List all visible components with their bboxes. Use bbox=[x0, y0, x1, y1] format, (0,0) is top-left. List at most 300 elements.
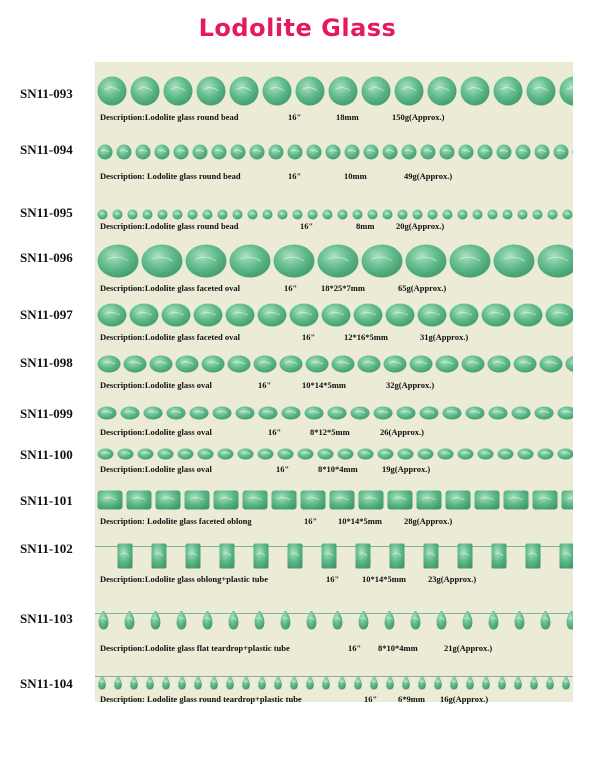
bead bbox=[257, 675, 267, 694]
bead bbox=[253, 355, 277, 376]
description-length: 16" bbox=[284, 283, 298, 293]
bead bbox=[423, 543, 439, 572]
bead bbox=[417, 303, 447, 330]
bead bbox=[526, 76, 556, 108]
description-size: 10mm bbox=[344, 171, 367, 181]
bead bbox=[304, 406, 324, 424]
bead bbox=[117, 447, 134, 463]
bead bbox=[97, 303, 127, 330]
bead bbox=[363, 144, 379, 164]
bead bbox=[97, 406, 117, 424]
product-code: SN11-093 bbox=[20, 86, 73, 101]
bead bbox=[337, 207, 348, 220]
bead bbox=[289, 303, 319, 330]
bead bbox=[329, 490, 355, 514]
bead bbox=[232, 207, 243, 220]
bead bbox=[559, 543, 573, 572]
bead bbox=[305, 675, 315, 694]
bead bbox=[185, 543, 201, 572]
bead bbox=[487, 355, 511, 376]
bead bbox=[357, 355, 381, 376]
bead bbox=[557, 447, 573, 463]
description-weight: 19g(Approx.) bbox=[382, 464, 431, 474]
description-length: 16" bbox=[302, 332, 316, 342]
bead bbox=[97, 675, 107, 694]
bead bbox=[497, 675, 507, 694]
description-weight: 16g(Approx.) bbox=[440, 694, 489, 704]
bead bbox=[154, 144, 170, 164]
product-code: SN11-097 bbox=[20, 307, 73, 322]
bead bbox=[212, 406, 232, 424]
bead bbox=[397, 207, 408, 220]
bead bbox=[373, 406, 393, 424]
bead bbox=[377, 447, 394, 463]
description-size: 8mm bbox=[356, 221, 375, 231]
bead bbox=[268, 144, 284, 164]
bead bbox=[97, 244, 139, 281]
bead bbox=[465, 675, 475, 694]
description-weight: 20g(Approx.) bbox=[396, 221, 445, 231]
bead bbox=[97, 355, 121, 376]
bead bbox=[113, 675, 123, 694]
bead bbox=[322, 207, 333, 220]
bead bbox=[279, 355, 303, 376]
bead bbox=[173, 144, 189, 164]
bead bbox=[130, 76, 160, 108]
bead bbox=[97, 207, 108, 220]
bead bbox=[262, 207, 273, 220]
description-length: 16" bbox=[364, 694, 378, 704]
bead bbox=[553, 144, 569, 164]
description-label: Description:Lodolite glass flat teardrop+plastic tube bbox=[100, 643, 290, 653]
product-code: SN11-099 bbox=[20, 406, 73, 421]
bead-strand-image bbox=[95, 300, 573, 330]
bead bbox=[358, 490, 384, 514]
bead bbox=[502, 207, 513, 220]
bead bbox=[227, 610, 240, 635]
bead bbox=[561, 490, 573, 514]
bead bbox=[201, 355, 225, 376]
bead bbox=[389, 543, 405, 572]
bead bbox=[141, 244, 183, 281]
bead bbox=[217, 207, 228, 220]
bead bbox=[247, 207, 258, 220]
bead bbox=[435, 610, 448, 635]
bead bbox=[213, 490, 239, 514]
bead bbox=[287, 144, 303, 164]
bead bbox=[142, 207, 153, 220]
bead bbox=[281, 406, 301, 424]
bead bbox=[439, 144, 455, 164]
bead bbox=[442, 406, 462, 424]
bead bbox=[271, 490, 297, 514]
bead bbox=[193, 303, 223, 330]
bead bbox=[465, 406, 485, 424]
bead bbox=[532, 207, 543, 220]
bead bbox=[225, 303, 255, 330]
bead bbox=[412, 207, 423, 220]
bead bbox=[545, 675, 555, 694]
bead bbox=[493, 76, 523, 108]
description-label: Description:Lodolite glass faceted oval bbox=[100, 332, 240, 342]
bead bbox=[547, 207, 558, 220]
bead bbox=[242, 490, 268, 514]
bead bbox=[401, 144, 417, 164]
bead bbox=[457, 207, 468, 220]
bead bbox=[257, 303, 287, 330]
bead bbox=[295, 76, 325, 108]
bead bbox=[126, 490, 152, 514]
bead bbox=[357, 447, 374, 463]
bead bbox=[331, 355, 355, 376]
bead bbox=[137, 447, 154, 463]
bead bbox=[420, 144, 436, 164]
bead bbox=[277, 447, 294, 463]
bead bbox=[287, 543, 303, 572]
bead bbox=[237, 447, 254, 463]
bead bbox=[258, 406, 278, 424]
bead bbox=[383, 355, 407, 376]
description-weight: 21g(Approx.) bbox=[444, 643, 493, 653]
product-code: SN11-100 bbox=[20, 447, 73, 462]
bead bbox=[515, 144, 531, 164]
bead bbox=[257, 447, 274, 463]
bead bbox=[488, 406, 508, 424]
bead bbox=[135, 144, 151, 164]
bead bbox=[385, 303, 415, 330]
bead bbox=[197, 447, 214, 463]
bead bbox=[97, 76, 127, 108]
bead bbox=[327, 406, 347, 424]
description-length: 16" bbox=[304, 516, 318, 526]
description-size: 18*25*7mm bbox=[321, 283, 365, 293]
bead bbox=[394, 76, 424, 108]
bead bbox=[129, 675, 139, 694]
bead-strand-image bbox=[95, 540, 573, 572]
description-weight: 150g(Approx.) bbox=[392, 112, 445, 122]
bead bbox=[185, 244, 227, 281]
bead bbox=[529, 675, 539, 694]
bead bbox=[230, 144, 246, 164]
description-length: 16" bbox=[268, 427, 282, 437]
description-weight: 23g(Approx.) bbox=[428, 574, 477, 584]
bead bbox=[497, 447, 514, 463]
description-weight: 65g(Approx.) bbox=[398, 283, 447, 293]
bead bbox=[163, 76, 193, 108]
bead bbox=[129, 303, 159, 330]
bead bbox=[361, 76, 391, 108]
bead bbox=[321, 675, 331, 694]
description-length: 16" bbox=[348, 643, 362, 653]
bead bbox=[149, 355, 173, 376]
bead bbox=[385, 675, 395, 694]
bead-strand-image bbox=[95, 443, 573, 463]
bead bbox=[460, 76, 490, 108]
bead bbox=[427, 76, 457, 108]
bead bbox=[300, 490, 326, 514]
bead bbox=[157, 447, 174, 463]
description-label: Description:Lodolite glass round bead bbox=[100, 221, 239, 231]
description-weight: 28g(Approx.) bbox=[404, 516, 453, 526]
bead bbox=[537, 244, 573, 281]
bead bbox=[172, 207, 183, 220]
product-code: SN11-102 bbox=[20, 541, 73, 556]
bead bbox=[229, 244, 271, 281]
bead bbox=[427, 207, 438, 220]
bead bbox=[559, 76, 573, 108]
bead bbox=[503, 490, 529, 514]
bead-strand-image bbox=[95, 352, 573, 376]
bead bbox=[457, 447, 474, 463]
bead bbox=[328, 76, 358, 108]
bead bbox=[331, 610, 344, 635]
description-size: 8*10*4mm bbox=[378, 643, 418, 653]
bead bbox=[229, 76, 259, 108]
product-code: SN11-104 bbox=[20, 676, 73, 691]
bead bbox=[97, 490, 123, 514]
bead bbox=[161, 675, 171, 694]
bead bbox=[116, 144, 132, 164]
bead bbox=[145, 675, 155, 694]
description-size: 12*16*5mm bbox=[344, 332, 388, 342]
bead bbox=[417, 675, 427, 694]
bead bbox=[161, 303, 191, 330]
bead bbox=[166, 406, 186, 424]
bead bbox=[151, 543, 167, 572]
bead bbox=[513, 610, 526, 635]
bead bbox=[97, 447, 114, 463]
bead bbox=[491, 543, 507, 572]
description-label: Description:Lodolite glass oval bbox=[100, 427, 212, 437]
bead bbox=[201, 610, 214, 635]
bead bbox=[143, 406, 163, 424]
bead bbox=[321, 303, 351, 330]
bead bbox=[241, 675, 251, 694]
bead bbox=[273, 244, 315, 281]
bead-strand-image bbox=[95, 486, 573, 514]
bead bbox=[545, 303, 573, 330]
bead bbox=[539, 610, 552, 635]
bead bbox=[445, 490, 471, 514]
bead bbox=[534, 406, 554, 424]
product-code: SN11-098 bbox=[20, 355, 73, 370]
bead bbox=[227, 355, 251, 376]
bead bbox=[123, 355, 147, 376]
bead bbox=[457, 543, 473, 572]
bead bbox=[561, 675, 571, 694]
bead bbox=[297, 447, 314, 463]
description-weight: 32g(Approx.) bbox=[386, 380, 435, 390]
bead bbox=[357, 610, 370, 635]
bead bbox=[305, 355, 329, 376]
bead bbox=[487, 207, 498, 220]
bead-strand-image bbox=[95, 140, 573, 164]
bead bbox=[382, 207, 393, 220]
bead bbox=[193, 675, 203, 694]
bead bbox=[449, 303, 479, 330]
bead bbox=[534, 144, 550, 164]
bead bbox=[350, 406, 370, 424]
bead bbox=[202, 207, 213, 220]
bead bbox=[127, 207, 138, 220]
bead bbox=[344, 144, 360, 164]
bead bbox=[369, 675, 379, 694]
bead bbox=[225, 675, 235, 694]
description-size: 10*14*5mm bbox=[362, 574, 406, 584]
product-code: SN11-101 bbox=[20, 493, 73, 508]
bead bbox=[196, 76, 226, 108]
bead-strand-image bbox=[95, 672, 573, 694]
bead bbox=[217, 447, 234, 463]
bead bbox=[383, 610, 396, 635]
bead bbox=[517, 207, 528, 220]
product-code: SN11-103 bbox=[20, 611, 73, 626]
bead bbox=[565, 355, 573, 376]
bead bbox=[517, 447, 534, 463]
bead bbox=[409, 610, 422, 635]
product-code: SN11-095 bbox=[20, 205, 73, 220]
bead bbox=[449, 675, 459, 694]
bead bbox=[481, 303, 511, 330]
bead bbox=[416, 490, 442, 514]
bead bbox=[249, 144, 265, 164]
bead bbox=[187, 207, 198, 220]
bead bbox=[387, 490, 413, 514]
bead bbox=[279, 610, 292, 635]
description-label: Description:Lodolite glass oblong+plastic tube bbox=[100, 574, 269, 584]
bead bbox=[513, 675, 523, 694]
bead bbox=[209, 675, 219, 694]
bead bbox=[211, 144, 227, 164]
bead bbox=[435, 355, 459, 376]
bead bbox=[537, 447, 554, 463]
description-label: Description:Lodolite glass oval bbox=[100, 380, 212, 390]
bead bbox=[175, 355, 199, 376]
bead bbox=[189, 406, 209, 424]
bead bbox=[120, 406, 140, 424]
bead bbox=[353, 675, 363, 694]
bead bbox=[442, 207, 453, 220]
bead bbox=[472, 207, 483, 220]
bead bbox=[513, 355, 537, 376]
bead bbox=[353, 303, 383, 330]
bead bbox=[401, 675, 411, 694]
description-length: 16" bbox=[288, 112, 302, 122]
bead bbox=[562, 207, 573, 220]
bead bbox=[157, 207, 168, 220]
bead bbox=[361, 244, 403, 281]
bead bbox=[367, 207, 378, 220]
bead-strand-image bbox=[95, 204, 573, 220]
bead bbox=[458, 144, 474, 164]
description-size: 10*14*5mm bbox=[302, 380, 346, 390]
bead bbox=[273, 675, 283, 694]
bead bbox=[317, 244, 359, 281]
bead bbox=[409, 355, 433, 376]
description-label: Description:Lodolite glass faceted oval bbox=[100, 283, 240, 293]
description-weight: 49g(Approx.) bbox=[404, 171, 453, 181]
bead bbox=[117, 543, 133, 572]
bead bbox=[325, 144, 341, 164]
bead-strand-image bbox=[95, 607, 573, 639]
bead bbox=[565, 610, 573, 635]
bead bbox=[417, 447, 434, 463]
bead bbox=[396, 406, 416, 424]
bead bbox=[525, 543, 541, 572]
bead bbox=[405, 244, 447, 281]
bead bbox=[289, 675, 299, 694]
bead bbox=[306, 144, 322, 164]
bead bbox=[177, 675, 187, 694]
bead bbox=[532, 490, 558, 514]
bead bbox=[277, 207, 288, 220]
bead bbox=[474, 490, 500, 514]
bead bbox=[557, 406, 573, 424]
bead bbox=[307, 207, 318, 220]
bead bbox=[321, 543, 337, 572]
bead bbox=[192, 144, 208, 164]
bead bbox=[433, 675, 443, 694]
bead bbox=[219, 543, 235, 572]
bead bbox=[513, 303, 543, 330]
description-length: 16" bbox=[288, 171, 302, 181]
bead bbox=[177, 447, 194, 463]
bead-strand-image bbox=[95, 241, 573, 281]
bead bbox=[337, 675, 347, 694]
description-length: 16" bbox=[300, 221, 314, 231]
bead bbox=[317, 447, 334, 463]
bead bbox=[539, 355, 563, 376]
description-weight: 26(Approx.) bbox=[380, 427, 424, 437]
bead bbox=[262, 76, 292, 108]
bead-strand-image bbox=[95, 402, 573, 424]
description-size: 6*9mm bbox=[398, 694, 425, 704]
bead bbox=[461, 610, 474, 635]
description-length: 16" bbox=[258, 380, 272, 390]
bead bbox=[572, 144, 573, 164]
bead bbox=[149, 610, 162, 635]
description-size: 8*10*4mm bbox=[318, 464, 358, 474]
description-label: Description:Lodolite glass oval bbox=[100, 464, 212, 474]
bead bbox=[511, 406, 531, 424]
bead bbox=[477, 447, 494, 463]
description-weight: 31g(Approx.) bbox=[420, 332, 469, 342]
description-length: 16" bbox=[276, 464, 290, 474]
bead bbox=[155, 490, 181, 514]
bead bbox=[437, 447, 454, 463]
bead bbox=[461, 355, 485, 376]
bead bbox=[355, 543, 371, 572]
bead bbox=[449, 244, 491, 281]
bead bbox=[235, 406, 255, 424]
description-label: Description:Lodolite glass round bead bbox=[100, 112, 239, 122]
bead bbox=[112, 207, 123, 220]
description-size: 10*14*5mm bbox=[338, 516, 382, 526]
bead bbox=[97, 144, 113, 164]
bead bbox=[382, 144, 398, 164]
page-title: Lodolite Glass bbox=[198, 14, 397, 42]
description-size: 8*12*5mm bbox=[310, 427, 350, 437]
bead bbox=[253, 610, 266, 635]
bead bbox=[253, 543, 269, 572]
bead bbox=[397, 447, 414, 463]
bead bbox=[481, 675, 491, 694]
bead bbox=[487, 610, 500, 635]
bead bbox=[493, 244, 535, 281]
bead bbox=[123, 610, 136, 635]
description-label: Description: Lodolite glass round bead bbox=[100, 171, 241, 181]
product-code: SN11-094 bbox=[20, 142, 73, 157]
